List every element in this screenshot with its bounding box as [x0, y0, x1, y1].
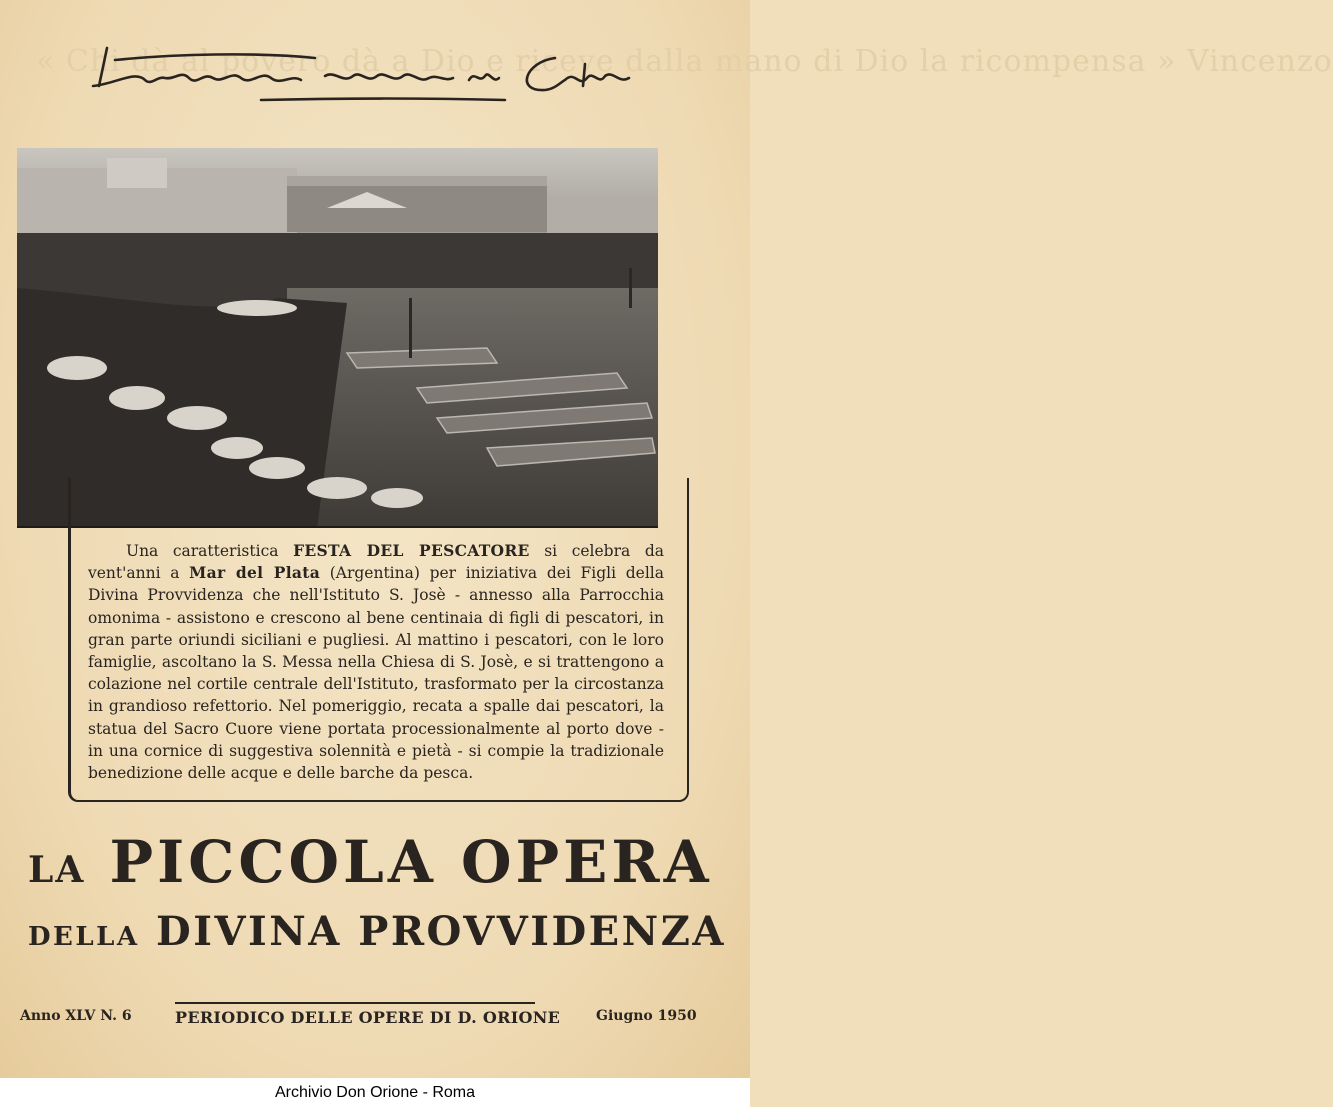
- caption-place: Mar del Plata: [189, 563, 321, 583]
- harbor-festival-photo-icon: [17, 148, 658, 528]
- masthead-della: DELLA: [28, 922, 140, 952]
- caption-intro: Una caratteristica: [126, 542, 279, 560]
- caption-mid: si celebra da vent'anni a: [88, 542, 664, 583]
- masthead-line-2: [28, 908, 726, 955]
- masthead-divina: DIVINA: [156, 908, 342, 955]
- issue-date: Giugno 1950: [596, 1008, 697, 1024]
- masthead-piccola-opera: PICCOLA OPERA: [109, 828, 713, 896]
- harbor-festival-photo: [17, 148, 658, 528]
- archive-label: Archivio Don Orione - Roma: [0, 1078, 750, 1107]
- caption-body: (Argentina) per iniziativa dei Figli della Divina Provvidenza che nell'Istituto S. Josè - annesso alla Parrocchia omonima - assistono e crescono al bene centinaia di figli di pescatori, in gran parte oriundi siciliani e pugliesi. Al mattino i pescatori, con le loro famiglie, ascoltano la S. Messa nella Chiesa di S. Josè, e si trattengono a colazione nel cortile centrale dell'Istituto, trasformato per la circostanza in grandioso refettorio. Nel pomeriggio, recata a spalle dai pescatori, la statua del Sacro Cuore viene portata processionalmente al porto dove - in una cornice di suggestiva solennità e pietà - si compie la tradizionale benedizione delle acque e delle barche da pesca.: [88, 564, 665, 783]
- footer-rule: [175, 1002, 535, 1004]
- photo-caption: [88, 540, 664, 784]
- masthead-la: LA: [28, 849, 86, 891]
- handwritten-motto: [85, 40, 645, 110]
- masthead-line-1: [28, 828, 713, 896]
- issue-number: Anno XLV N. 6: [20, 1008, 132, 1024]
- masthead-provvidenza: PROVVIDENZA: [358, 908, 726, 955]
- caption-event-name: FESTA DEL PESCATORE: [293, 541, 530, 560]
- periodical-title: PERIODICO DELLE OPERE DI D. ORIONE: [175, 1008, 561, 1027]
- bleed-through-text: « Chi dà al povero dà a Dio e riceve dalla mano di Dio la ricompensa » Vincenzo: [36, 44, 1333, 79]
- motto-signature-icon: [85, 40, 645, 110]
